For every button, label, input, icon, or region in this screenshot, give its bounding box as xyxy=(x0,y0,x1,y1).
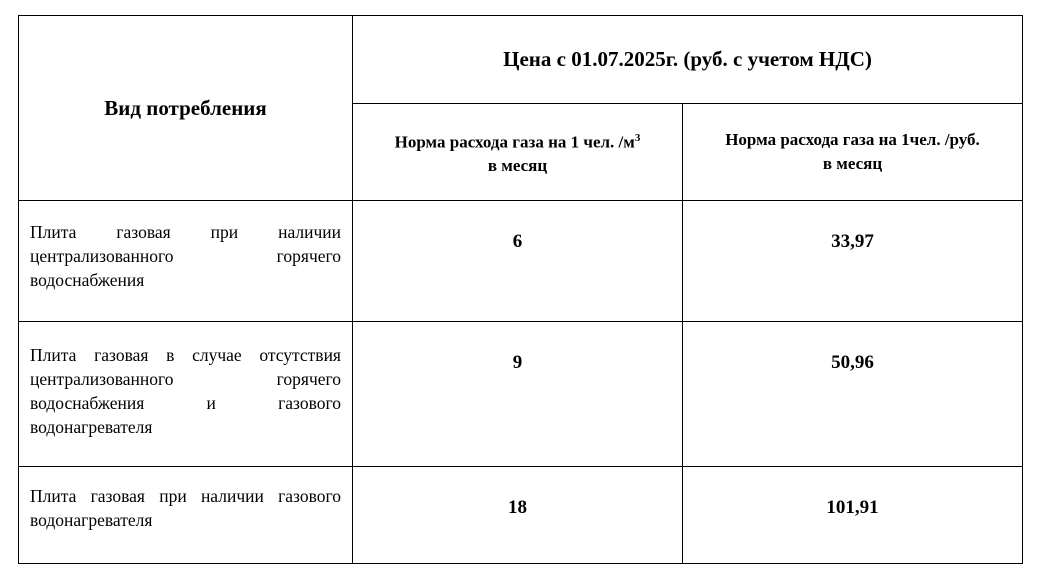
price-norm-value: 33,97 xyxy=(683,201,1023,322)
consumption-description: Плита газовая в случае отсутствия централизованного горячего водоснабжения и газового водонагревателя xyxy=(19,322,353,467)
price-norm-value: 50,96 xyxy=(683,322,1023,467)
volume-norm-value: 6 xyxy=(353,201,683,322)
subheader-volume-line1: Норма расхода газа на 1 чел. /м xyxy=(394,132,635,152)
gas-tariff-table xyxy=(18,15,1023,564)
subheader-volume-unit-exponent: 3 xyxy=(634,131,641,144)
consumption-description: Плита газовая при наличии централизованного горячего водоснабжения xyxy=(19,201,353,322)
price-norm-value: 101,91 xyxy=(683,467,1023,564)
header-row xyxy=(19,16,1023,104)
subheader-volume-line2: в месяц xyxy=(487,156,548,176)
table-row xyxy=(19,467,1023,564)
subheader-rub-norm xyxy=(683,104,1023,201)
header-price: Цена с 01.07.2025г. (руб. с учетом НДС) xyxy=(353,16,1023,104)
subheader-volume-norm xyxy=(353,104,683,201)
table-row xyxy=(19,201,1023,322)
table-row xyxy=(19,322,1023,467)
subheader-rub-line1: Норма расхода газа на 1чел. /руб. xyxy=(725,130,980,149)
volume-norm-value: 18 xyxy=(353,467,683,564)
subheader-rub-line2: в месяц xyxy=(822,154,883,173)
header-consumption-type: Вид потребления xyxy=(19,16,353,201)
volume-norm-value: 9 xyxy=(353,322,683,467)
consumption-description: Плита газовая при наличии газового водонагревателя xyxy=(19,467,353,564)
